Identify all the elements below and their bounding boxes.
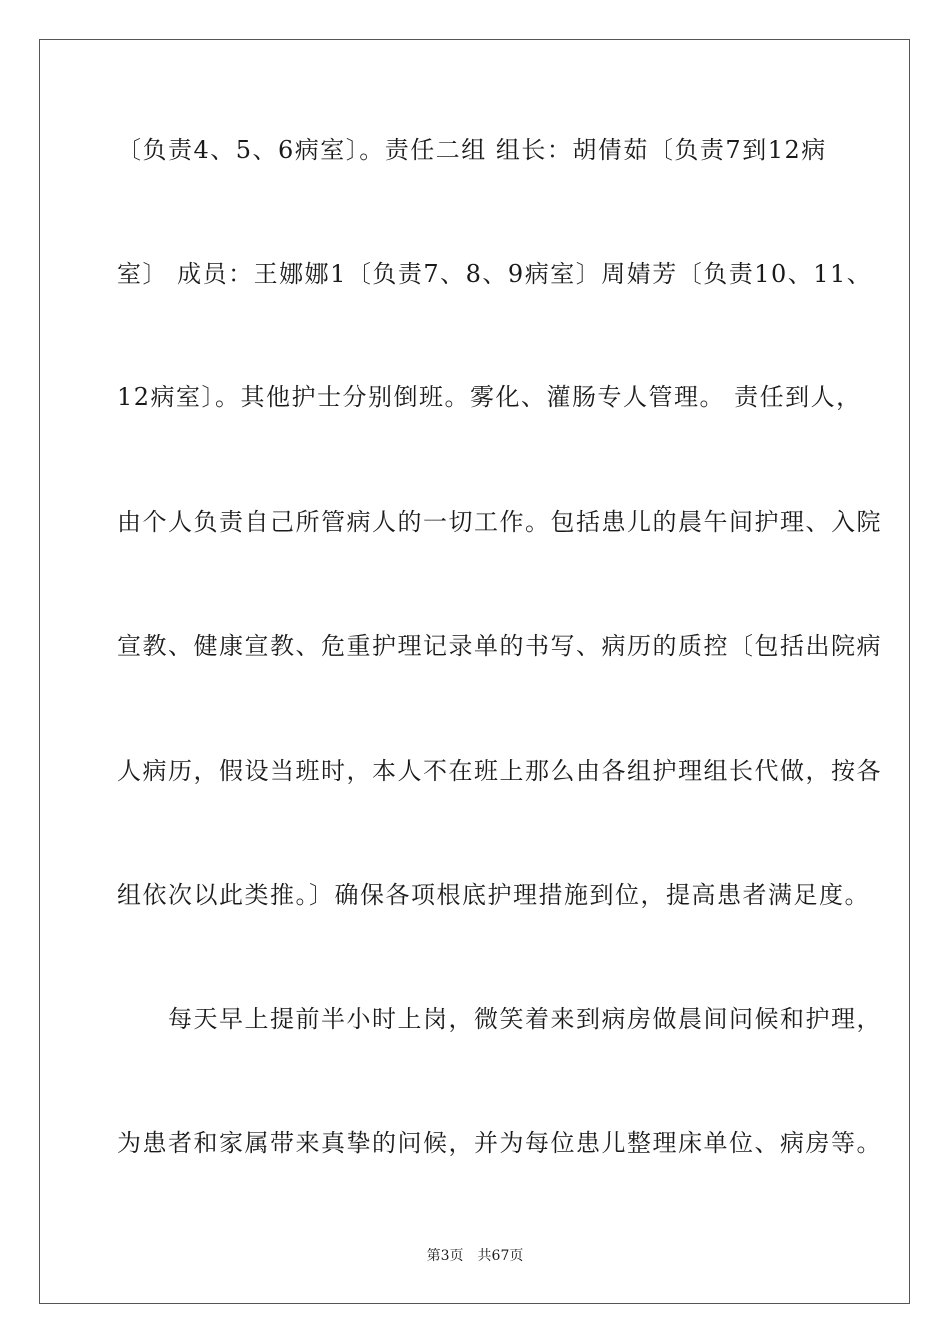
- page-border: [39, 39, 910, 1304]
- body-text-line: 组依次以此类推。〕确保各项根底护理措施到位，提高患者满足度。: [117, 881, 870, 909]
- page-total: 共67页: [477, 1248, 524, 1264]
- page-number: 第3页: [426, 1248, 464, 1264]
- page-footer: [0, 1247, 950, 1265]
- body-text-line: 〔负责4、5、6病室〕。责任二组 组长：胡倩茹〔负责7到12病: [117, 136, 827, 164]
- body-text-line: 每天早上提前半小时上岗，微笑着来到病房做晨间问候和护理，: [117, 1005, 882, 1033]
- body-text-line: 人病历，假设当班时，本人不在班上那么由各组护理组长代做，按各: [117, 757, 882, 785]
- body-text-line: 由个人负责自己所管病人的一切工作。包括患儿的晨午间护理、入院: [117, 508, 882, 536]
- body-text-line: 宣教、健康宣教、危重护理记录单的书写、病历的质控〔包括出院病: [117, 632, 882, 660]
- body-text-line: 为患者和家属带来真挚的问候，并为每位患儿整理床单位、病房等。: [117, 1129, 882, 1157]
- body-text-line: 12病室〕。其他护士分别倒班。雾化、灌肠专人管理。 责任到人，: [117, 383, 862, 411]
- body-text-line: 室〕 成员：王娜娜1〔负责7、8、9病室〕周婧芳〔负责10、11、: [117, 260, 873, 288]
